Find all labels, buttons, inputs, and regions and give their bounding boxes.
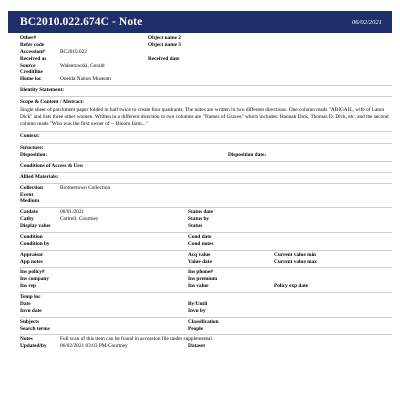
ins-rep-label: Ins rep xyxy=(20,283,36,290)
condition-label: Condition xyxy=(20,233,43,240)
row-disposition xyxy=(20,152,392,159)
conditions-label: Conditions of Access & Use: xyxy=(20,162,84,169)
row-date xyxy=(20,301,392,308)
temp-loc-label: Temp loc xyxy=(20,294,41,301)
policy-exp-date-label: Policy exp date xyxy=(274,283,309,290)
status-date-label: Status date xyxy=(188,209,214,216)
row-creditline xyxy=(20,69,392,76)
received-as-label: Received as xyxy=(20,55,47,62)
accession-label: Accession# xyxy=(20,48,45,55)
people-label: People xyxy=(188,325,204,332)
divider xyxy=(20,143,392,144)
object-name2-label: Object name 2 xyxy=(148,35,181,41)
acq-value-label: Acq value xyxy=(188,251,211,258)
cond-date-label: Cond date xyxy=(188,233,212,240)
row-catdate xyxy=(20,209,392,216)
date-label: Date xyxy=(20,300,31,307)
row-refer-code xyxy=(20,42,392,49)
classification-label: Classification xyxy=(188,318,219,325)
value-date-label: Value date xyxy=(188,258,212,265)
divider xyxy=(20,183,392,184)
row-identity xyxy=(20,87,392,94)
row-ins-rep xyxy=(20,283,392,290)
divider xyxy=(20,292,392,293)
row-source xyxy=(20,63,392,70)
divider xyxy=(20,161,392,162)
row-conditions xyxy=(20,163,392,170)
divider xyxy=(20,250,392,251)
ins-policy-label: Ins policy# xyxy=(20,269,45,276)
current-value-min-label: Current value min xyxy=(274,251,316,258)
row-medium xyxy=(20,198,392,205)
subjects-label: Subjects xyxy=(20,318,40,325)
invn-date-label: Invn date xyxy=(20,307,42,314)
accession-value: BC2010.022 xyxy=(60,48,87,55)
row-display-value xyxy=(20,223,392,230)
record-sheet xyxy=(20,35,392,350)
row-appraisor xyxy=(20,252,392,259)
ins-company-label: Ins company xyxy=(20,276,49,283)
row-condition xyxy=(20,234,392,241)
divider xyxy=(20,131,392,132)
dataset-label: Dataset xyxy=(188,343,206,350)
search-terms-label: Search terms xyxy=(20,325,50,332)
row-search-terms xyxy=(20,326,392,333)
disposition-date-label: Disposition date: xyxy=(228,152,267,159)
row-updated xyxy=(20,343,392,350)
identity-label: Identity Statement: xyxy=(20,87,64,94)
divider xyxy=(20,317,392,318)
object-name3-label: Object name 3 xyxy=(148,41,181,48)
invn-by-label: Invn by xyxy=(188,307,206,314)
row-ins-company xyxy=(20,276,392,283)
row-allied xyxy=(20,174,392,181)
ins-premium-label: Ins premium xyxy=(188,276,218,283)
row-temp-loc xyxy=(20,294,392,301)
collection-label: Collection xyxy=(20,184,43,191)
row-condition-by xyxy=(20,241,392,248)
row-event xyxy=(20,192,392,199)
divider xyxy=(20,172,392,173)
disposition-label: Disposition: xyxy=(20,152,48,159)
row-structure xyxy=(20,145,392,152)
row-subjects xyxy=(20,319,392,326)
structure-label: Structure: xyxy=(20,145,44,152)
catdate-label: Catdate xyxy=(20,209,38,216)
appraisor-label: Appraisor xyxy=(20,251,44,258)
row-context xyxy=(20,133,392,140)
status-by-label: Status by xyxy=(188,216,210,223)
medium-label: Medium xyxy=(20,198,40,205)
catdate-value: 06/01/2021 xyxy=(60,209,85,216)
row-other xyxy=(20,35,392,42)
row-app-notes xyxy=(20,259,392,266)
scope-section xyxy=(20,99,392,128)
divider xyxy=(20,207,392,208)
updated-by-label: Updated/by xyxy=(20,343,47,350)
record-title: BC2010.022.674C - Note xyxy=(20,16,143,28)
print-date: 06/02/2021 xyxy=(351,18,382,26)
row-invn-date xyxy=(20,308,392,315)
creditline-label: Creditline xyxy=(20,69,43,76)
source-label: Source xyxy=(20,62,36,69)
ins-phone-label: Ins phone# xyxy=(188,269,213,276)
record-title-bar xyxy=(8,11,392,33)
received-date-label: Received date xyxy=(148,55,180,62)
condition-by-label: Condition by xyxy=(20,240,50,247)
catby-value: Cottrell, Courtney xyxy=(60,216,99,223)
status-label: Status xyxy=(188,223,203,230)
collection-value: Brothertown Collection xyxy=(60,184,111,191)
display-value-label: Display value xyxy=(20,223,51,230)
other-label: Other# xyxy=(20,35,37,41)
context-label: Context: xyxy=(20,133,40,140)
home-loc-value: Oneida Nation Museum xyxy=(60,76,111,83)
by-until-label: By/Until xyxy=(188,300,208,307)
updated-by-value: 06/02/2021 03:03 PM/Courtney xyxy=(60,343,128,350)
current-value-max-label: Current value max xyxy=(274,258,317,265)
divider xyxy=(20,85,392,86)
ins-value-label: Ins value xyxy=(188,283,209,290)
divider xyxy=(20,96,392,97)
divider xyxy=(20,232,392,233)
home-loc-label: Home loc xyxy=(20,76,42,83)
row-accession xyxy=(20,49,392,56)
refer-code-label: Refer code xyxy=(20,41,45,48)
allied-label: Allied Materials: xyxy=(20,173,59,180)
row-home-loc xyxy=(20,76,392,83)
notes-label: Notes xyxy=(20,336,33,343)
row-collection xyxy=(20,185,392,192)
notes-value: Full scan of this item can be found in accession file under supplemental. xyxy=(60,336,214,343)
cond-notes-label: Cond notes xyxy=(188,240,214,247)
scope-text: Single sheet of parchment paper folded in half twice to create four quadrants. The notes are written in two different directions. One column reads "ABIGAIL, wife of Laton Dick" and lists three other women. Written in a different direction in two columns are "Names of Graves" which includes: Hannah Dick, Thomas D. Dick, etc. and the second column reads "Who was the first owner of -- Bloom farm..." xyxy=(20,106,389,128)
app-notes-label: App notes xyxy=(20,258,43,265)
scope-label: Scope & Content / Abstract: xyxy=(20,99,84,105)
row-received xyxy=(20,56,392,63)
row-ins-policy xyxy=(20,269,392,276)
source-value: Walentowski, Gerald xyxy=(60,62,105,69)
row-catby xyxy=(20,216,392,223)
divider xyxy=(20,267,392,268)
event-label: Event xyxy=(20,191,34,198)
catby-label: Catby xyxy=(20,216,34,223)
row-notes xyxy=(20,336,392,343)
